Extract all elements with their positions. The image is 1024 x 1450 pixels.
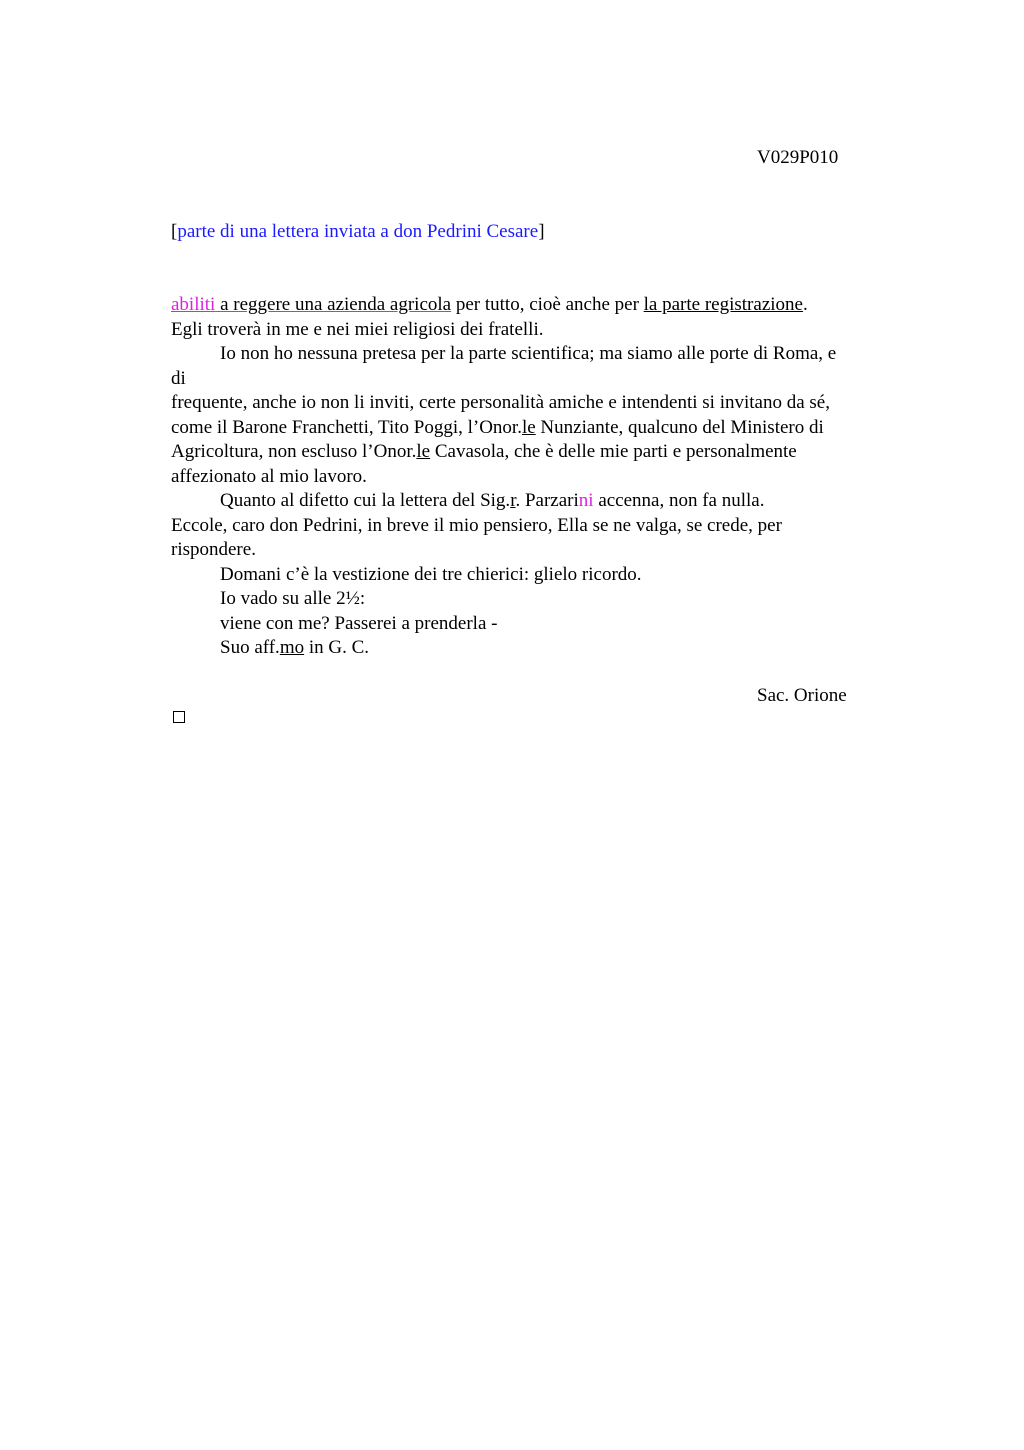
letter-heading bbox=[171, 220, 545, 244]
signature: Sac. Orione bbox=[757, 685, 847, 706]
body-line-11: rispondere. bbox=[171, 539, 256, 560]
superscript-abbrev: mo bbox=[279, 637, 305, 658]
body-line-8: affezionato al mio lavoro. bbox=[171, 465, 367, 487]
body-text-segment: Suo aff. bbox=[220, 637, 280, 658]
end-of-document-square-icon bbox=[173, 711, 185, 723]
body-line-15 bbox=[171, 636, 891, 661]
body-line-10: Eccole, caro don Pedrini, in breve il mio pensiero, Ella se ne valga, se crede, per bbox=[171, 514, 782, 536]
body-text-segment: . Parzari bbox=[515, 490, 579, 511]
heading-bracket-close: ] bbox=[538, 221, 545, 242]
body-line-2: Egli troverà in me e nei miei religiosi dei fratelli. bbox=[171, 318, 544, 340]
body-line-12: Domani c’è la vestizione dei tre chierici: glielo ricordo. bbox=[220, 563, 642, 585]
superscript-abbrev: r bbox=[510, 490, 516, 511]
body-text-segment: Cavasola, che è delle mie parti e personalmente bbox=[430, 441, 797, 462]
body-line-6 bbox=[171, 416, 891, 441]
annotation-abiliti: abiliti bbox=[171, 294, 216, 315]
letter-body bbox=[171, 293, 891, 661]
underlined-phrase-azienda: a reggere una azienda agricola bbox=[215, 294, 452, 315]
body-text-segment: per tutto, cioè anche per bbox=[451, 294, 644, 315]
document-id: V029P010 bbox=[757, 147, 839, 168]
body-line-5: frequente, anche io non li inviti, certe personalità amiche e intendenti si invitano da sé, bbox=[171, 392, 830, 413]
body-line-13: Io vado su alle 2½: bbox=[220, 588, 366, 609]
body-line-7 bbox=[171, 440, 891, 465]
body-text-segment: Agricoltura, non escluso l’Onor. bbox=[171, 441, 417, 462]
body-text-segment: . bbox=[802, 294, 808, 315]
heading-bracket-open: [ bbox=[171, 221, 178, 242]
body-line-9 bbox=[171, 489, 891, 514]
body-line-1 bbox=[171, 293, 891, 318]
body-line-14: viene con me? Passerei a prenderla - bbox=[220, 612, 498, 634]
body-text-segment: accenna, non fa nulla. bbox=[593, 490, 765, 511]
heading-text: parte di una lettera inviata a don Pedrini Cesare bbox=[177, 221, 539, 242]
body-text-segment: Nunziante, qualcuno del Ministero di bbox=[535, 416, 824, 438]
body-text-segment: come il Barone Franchetti, Tito Poggi, l’Onor. bbox=[171, 416, 522, 438]
body-text-segment: in G. C. bbox=[304, 637, 370, 658]
body-line-4: di bbox=[171, 367, 186, 389]
body-line-3: Io non ho nessuna pretesa per la parte scientifica; ma siamo alle porte di Roma, e bbox=[220, 343, 837, 364]
superscript-abbrev: le bbox=[416, 441, 431, 462]
body-text-segment: Quanto al difetto cui la lettera del Sig. bbox=[220, 490, 511, 511]
superscript-abbrev: le bbox=[521, 416, 536, 438]
underlined-phrase-registrazione: la parte registrazione bbox=[643, 294, 803, 315]
annotation-ni: ni bbox=[578, 490, 594, 511]
